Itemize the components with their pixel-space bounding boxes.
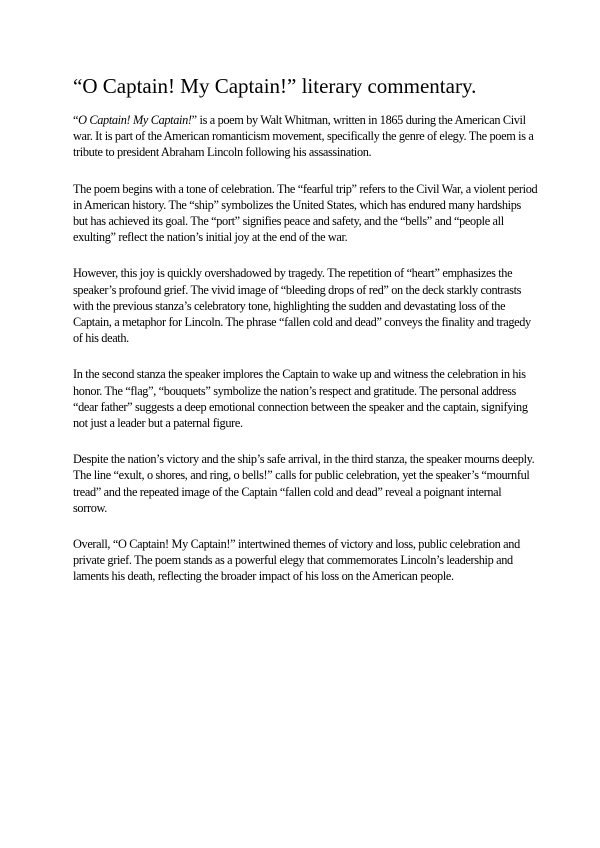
intro-close-quote: ”	[191, 113, 197, 127]
intro-paragraph	[73, 112, 538, 161]
document-title: “O Captain! My Captain!” literary commentary.	[73, 74, 477, 98]
paragraph-conclusion: Overall, “O Captain! My Captain!” intertwined themes of victory and loss, public celebration and private grief. The poem stands as a powerful elegy that commemorates Lincoln’s leadership and laments his death, reflecting the broader impact of his loss on the American people.	[73, 537, 520, 584]
paragraph-tragedy: However, this joy is quickly overshadowed by tragedy. The repetition of “heart” emphasizes the speaker’s profound grief. The vivid image of “bleeding drops of red” on the deck starkly contrasts with the previous stanza’s celebratory tone, highlighting the sudden and devastating loss of the Captain, a metaphor for Lincoln. The phrase “fallen cold and dead” conveys the finality and tragedy of his death.	[73, 266, 531, 346]
intro-text: is a poem by Walt Whitman, written in 1865 during the American Civil war. It is part of the American romanticism movement, specifically the genre of elegy. The poem is a tribute to president Abraham Lincoln following his assassination.	[73, 113, 534, 160]
paragraph-second-stanza: In the second stanza the speaker implores the Captain to wake up and witness the celebration in his honor. The “flag”, “bouquets” symbolize the nation’s respect and gratitude. The personal address “dear father” suggests a deep emotional connection between the speaker and the captain, signifying not just a leader but a paternal figure.	[73, 367, 528, 431]
intro-open-quote: “	[73, 113, 79, 127]
paragraph-third-stanza: Despite the nation’s victory and the ship’s safe arrival, in the third stanza, the speaker mourns deeply. The line “exult, o shores, and ring, o bells!” calls for public celebration, yet the speaker’s “mournful tread” and the repeated image of the Captain “fallen cold and dead” reveal a poignant internal sorrow.	[73, 452, 535, 515]
intro-italic-title: O Captain! My Captain!	[78, 113, 192, 127]
paragraph-celebration: The poem begins with a tone of celebration. The “fearful trip” refers to the Civil War, a violent period in American history. The “ship” symbolizes the United States, which has endured many hardships but has achieved its goal. The “port” signifies peace and safety, and the “bells” and “people all exulting” reflect the nation’s initial joy at the end of the war.	[73, 181, 538, 245]
document-body	[73, 112, 538, 605]
